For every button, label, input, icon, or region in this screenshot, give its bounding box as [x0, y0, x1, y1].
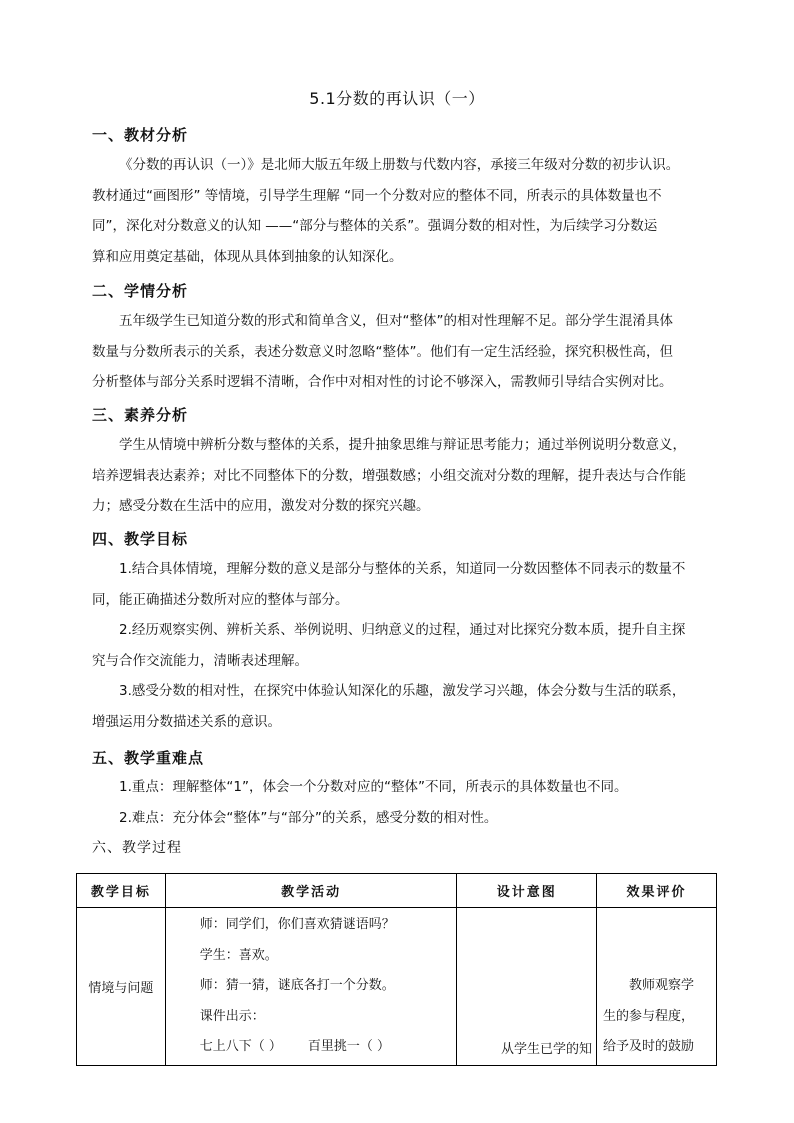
teaching-process-table	[76, 873, 717, 1066]
paragraph-line: 培养逻辑表达素养；对比不同整体下的分数，增强数感；小组交流对分数的理解，提升表达与合作能	[92, 467, 686, 484]
column-header-activity: 教学活动	[165, 874, 457, 908]
paragraph-line: 《分数的再认识（一）》是北师大版五年级上册数与代数内容，承接三年级对分数的初步认识。	[119, 157, 680, 173]
section-heading-teaching-process: 六、教学过程	[92, 840, 182, 856]
evaluation-line: 生的参与程度，	[603, 1008, 695, 1024]
paragraph-line: 1.重点：理解整体“1”，体会一个分数对应的“整体”不同，所表示的具体数量也不同。	[119, 779, 628, 795]
column-header-goal: 教学目标	[77, 874, 166, 908]
cell-activity	[165, 908, 457, 1066]
section-heading-textbook-analysis: 一、教材分析	[92, 126, 189, 144]
activity-line: 师：猜一猜，谜底各打一个分数。	[199, 978, 395, 993]
paragraph-line: 数量与分数所表示的关系，表述分数意义时忽略“整体”。他们有一定生活经验，探究积极性高，但	[92, 343, 673, 360]
paragraph-line: 2.经历观察实例、辨析关系、举例说明、归纳意义的过程，通过对比探究分数本质，提升自主探	[119, 622, 686, 638]
activity-line-riddles	[200, 1032, 457, 1063]
intent-text: 从学生已学的知	[501, 1041, 593, 1057]
section-body-teaching-goals	[92, 554, 706, 737]
column-header-evaluation: 效果评价	[597, 874, 717, 908]
column-header-intent: 设计意图	[457, 874, 597, 908]
paragraph-line: 同”，深化对分数意义的认知 ——“部分与整体的关系”。强调分数的相对性，为后续学习分数运	[92, 218, 658, 234]
riddle-2: 百里挑一（ ）	[307, 1039, 390, 1054]
table-header-row	[77, 874, 717, 908]
cell-evaluation	[597, 908, 717, 1066]
paragraph-line: 五年级学生已知道分数的形式和简单含义，但对“整体”的相对性理解不足。部分学生混淆具体	[119, 313, 673, 329]
paragraph-line: 2.难点：充分体会“整体”与“部分”的关系，感受分数的相对性。	[119, 809, 498, 826]
paragraph-line: 学生从情境中辨析分数与整体的关系，提升抽象思维与辩证思考能力；通过举例说明分数意义，	[119, 437, 686, 453]
paragraph-line: 力；感受分数在生活中的应用，激发对分数的探究兴趣。	[92, 498, 430, 514]
cell-intent	[457, 908, 597, 1066]
paragraph-line: 教材通过“画图形” 等情境，引导学生理解 “同一个分数对应的整体不同，所表示的具体数量也不	[92, 187, 662, 204]
section-body-key-points	[92, 772, 706, 833]
paragraph-line: 3.感受分数的相对性，在探究中体验认知深化的乐趣，激发学习兴趣，体会分数与生活的联系，	[119, 683, 686, 699]
section-heading-key-points: 五、教学重难点	[92, 749, 205, 767]
paragraph-line: 同，能正确描述分数所对应的整体与部分。	[92, 591, 349, 608]
activity-line: 课件出示：	[199, 1008, 265, 1024]
document-title: 5.1分数的再认识（一）	[309, 89, 485, 108]
activity-line: 学生：喜欢。	[199, 947, 278, 963]
activity-line: 师：同学们，你们喜欢猜谜语吗？	[199, 917, 395, 932]
section-body-competency-analysis	[92, 430, 706, 522]
section-body-learner-analysis	[92, 306, 706, 398]
section-heading-competency-analysis: 三、素养分析	[92, 406, 189, 424]
evaluation-line: 教师观察学	[629, 978, 695, 993]
cell-goal: 情境与问题	[77, 908, 166, 1066]
evaluation-line: 给予及时的鼓励	[603, 1039, 695, 1054]
paragraph-line: 1.结合具体情境，理解分数的意义是部分与整体的关系，知道同一分数因整体不同表示的数量不	[119, 561, 686, 577]
section-body-textbook-analysis	[92, 150, 706, 272]
paragraph-line: 分析整体与部分关系时逻辑不清晰，合作中对相对性的讨论不够深入，需教师引导结合实例对比。	[92, 374, 673, 390]
riddle-1: 七上八下（ ）	[199, 1039, 282, 1054]
section-heading-learner-analysis: 二、学情分析	[92, 282, 189, 300]
paragraph-line: 算和应用奠定基础，体现从具体到抽象的认知深化。	[92, 248, 403, 265]
paragraph-line: 增强运用分数描述关系的意识。	[92, 713, 281, 730]
section-heading-teaching-goals: 四、教学目标	[92, 530, 189, 548]
table-row	[77, 908, 717, 1066]
paragraph-line: 究与合作交流能力，清晰表述理解。	[92, 652, 308, 669]
